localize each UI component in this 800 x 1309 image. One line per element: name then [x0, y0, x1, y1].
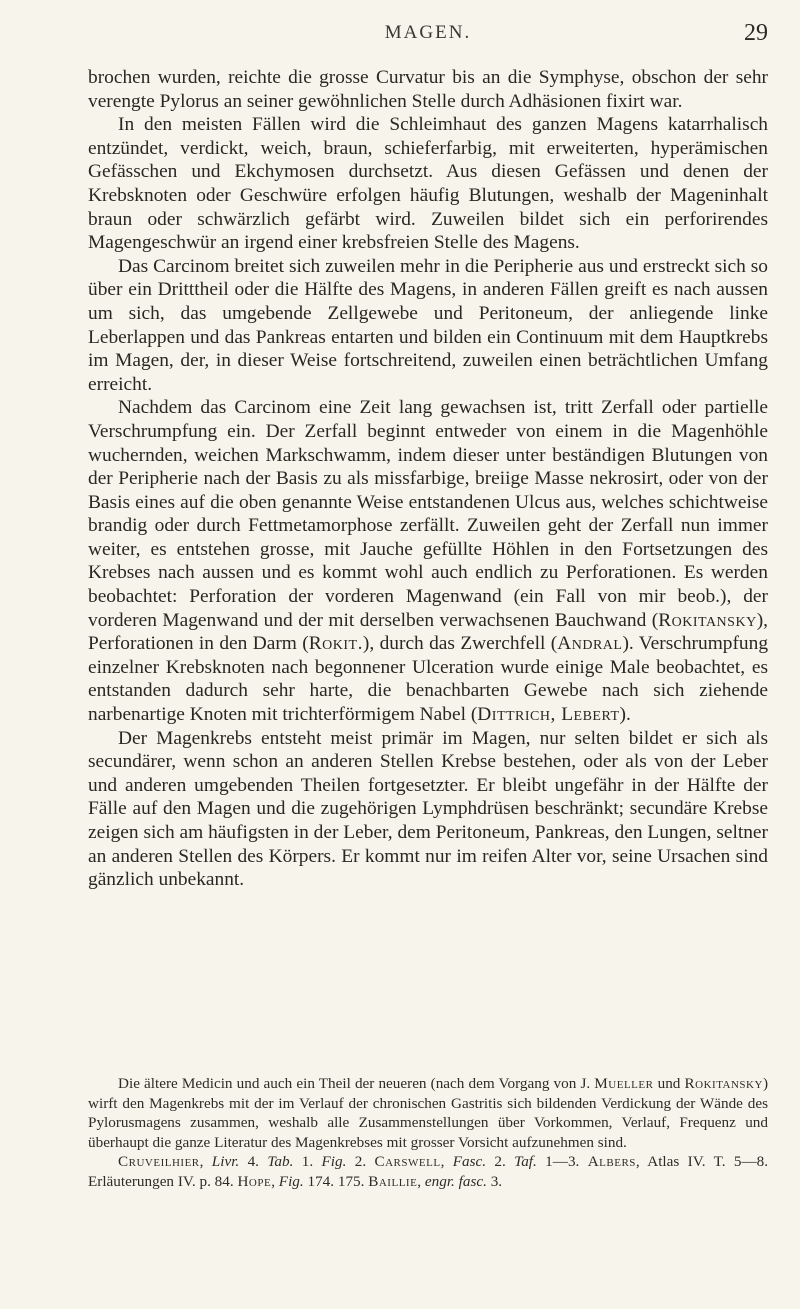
page-number: 29	[744, 20, 768, 46]
footnote-paragraph	[88, 1152, 768, 1191]
paragraph	[88, 113, 768, 255]
text-run: 4.	[239, 1153, 268, 1171]
text-run: In den meisten Fällen wird die Schleimhaut des ganzen Magens katarrhalisch entzündet, verdickt, weich, braun, schieferfarbig, mit erweiterten, hyperämischen Gefässchen und Ekchymosen durchsetzt. Aus diesen Gefässen und denen der Krebsknoten oder Geschwüre erfolgen häufig Blutungen, weshalb der Mageninhalt braun oder schwärzlich gefärbt wird. Zuweilen bildet sich ein perforirendes Magengeschwür an irgend einer krebsfreien Stelle des Magens.	[88, 114, 768, 254]
citation-abbrev: Fig.	[321, 1153, 347, 1171]
footnote	[88, 1074, 768, 1192]
text-run: ,	[440, 1153, 453, 1171]
text-run: 2.	[346, 1153, 375, 1171]
text-run: Der Magenkrebs entsteht meist primär im Magen, nur selten bildet er sich als secundärer, wenn schon an anderen Stellen Krebse bestehen, oder als von der Leber und anderen umgebenden Theilen fortgesetzter. Er bleibt ungefähr in der Hälfte der Fälle auf den Magen und die zugehörigen Lymphdrüsen beschränkt; secundäre Krebse zeigen sich am häufigsten in der Leber, dem Peritoneum, Pankreas, den Lungen, seltner an anderen Stellen des Körpers. Er kommt nur im reifen Alter vor, seine Ursachen sind gänzlich unbekannt.	[88, 727, 768, 891]
text-run: ) wirft den Magenkrebs mit der im Verlauf der chronischen Gastritis sich bildenden Verdickung der Wände des Pylorusmagens zusammen, weshalb alle Zusammenstellungen über Vorkommen, Verlauf, Frequenz und überhaupt die ganze Literatur des Magenkrebses mit grosser Vorsicht aufzunehmen sind.	[88, 1075, 768, 1151]
text-run: 1—3.	[536, 1153, 588, 1171]
citation-abbrev: engr. fasc.	[424, 1172, 487, 1190]
text-run: , Atlas IV. T. 5—8. Erläuterungen IV. p. 84.	[88, 1153, 769, 1190]
footnote-paragraph	[88, 1074, 768, 1152]
author-name: Hope	[237, 1172, 272, 1190]
text-run: ,	[271, 1172, 279, 1190]
text-run: 1.	[293, 1153, 322, 1171]
citation-abbrev: Taf.	[514, 1153, 537, 1171]
running-head	[88, 22, 768, 50]
text-run: brochen wurden, reichte die grosse Curvatur bis an die Symphyse, obschon der sehr verengte Pylorus an seiner gewöhnlichen Stelle durch Adhäsionen fixirt war.	[88, 67, 768, 112]
text-run: 174. 175.	[303, 1172, 369, 1190]
author-name: Mueller	[594, 1075, 654, 1092]
citation-abbrev: Livr.	[211, 1153, 240, 1171]
text-run: und	[653, 1075, 685, 1092]
citation-abbrev: Fasc.	[452, 1153, 487, 1171]
paragraph	[88, 66, 768, 113]
author-name: Rokitansky	[658, 609, 757, 631]
author-name: Dittrich, Lebert	[477, 704, 620, 726]
text-run: 2.	[486, 1153, 515, 1171]
text-run: Die ältere Medicin und auch ein Theil der neueren (nach dem Vorgang von J.	[118, 1075, 595, 1092]
paragraph	[88, 396, 768, 726]
author-name: Carswell	[374, 1153, 441, 1171]
text-run: ). Verschrumpfung einzelner Krebsknoten nach begonnener Ulceration wurde einige Male beobachtet, es entstanden dadurch sehr harte, die benachbarten Gewebe nach sich ziehende narbenartige Knoten mit trichterförmigem Nabel (	[88, 633, 769, 726]
text-run: ,	[199, 1153, 212, 1171]
text-run: ), Perforationen in den Darm (	[88, 609, 768, 655]
text-run: ).	[619, 704, 631, 726]
author-name: Rokitansky	[684, 1075, 763, 1092]
running-title: MAGEN.	[384, 22, 472, 43]
paragraph	[88, 255, 768, 397]
author-name: Rokit.	[308, 633, 363, 655]
citation-abbrev: Tab.	[267, 1153, 294, 1171]
author-name: Albers	[587, 1153, 636, 1171]
author-name: Andral	[557, 633, 623, 655]
author-name: Cruveilhier	[118, 1153, 200, 1171]
text-run: ,	[417, 1172, 425, 1190]
paragraph	[88, 727, 768, 892]
citation-abbrev: Fig.	[278, 1172, 304, 1190]
text-run: Das Carcinom breitet sich zuweilen mehr in die Peripherie aus und erstreckt sich so über ein Dritttheil oder die Hälfte des Magens, in anderen Fällen greift es nach aussen um sich, das umgebende Zellgewebe und Peritoneum, der anliegende linke Leberlappen und das Pankreas entarten und bilden ein Continuum mit dem Hauptkrebs im Magen, der, in dieser Weise fortschreitend, zuweilen einen beträchtlichen Umfang erreicht.	[88, 255, 768, 395]
body-text	[88, 66, 768, 892]
text-run: Nachdem das Carcinom eine Zeit lang gewachsen ist, tritt Zerfall oder partielle Verschrumpfung ein. Der Zerfall beginnt entweder von einem in die Magenhöhle wuchernden, weichen Markschwamm, indem dieser unter beständigen Blutungen von der Peripherie nach der Basis zu als missfarbige, breiige Masse nekrosirt, oder von der Basis eines auf die oben genannte Weise entstandenen Ulcus aus, welches schichtweise brandig oder durch Fettmetamorphose zerfällt. Zuweilen geht der Zerfall nun immer weiter, es entstehen grosse, mit Jauche gefüllte Höhlen in den Fortsetzungen des Krebses nach aussen und es kommt wohl auch endlich zu Perforationen. Es werden beobachtet: Perforation der vorderen Magenwand (ein Fall von mir beob.), der vorderen Magenwand und der mit derselben verwachsenen Bauchwand (	[88, 397, 768, 631]
text-run: 3.	[486, 1172, 503, 1190]
author-name: Baillie	[368, 1172, 418, 1190]
text-run: ), durch das Zwerchfell (	[362, 633, 558, 655]
